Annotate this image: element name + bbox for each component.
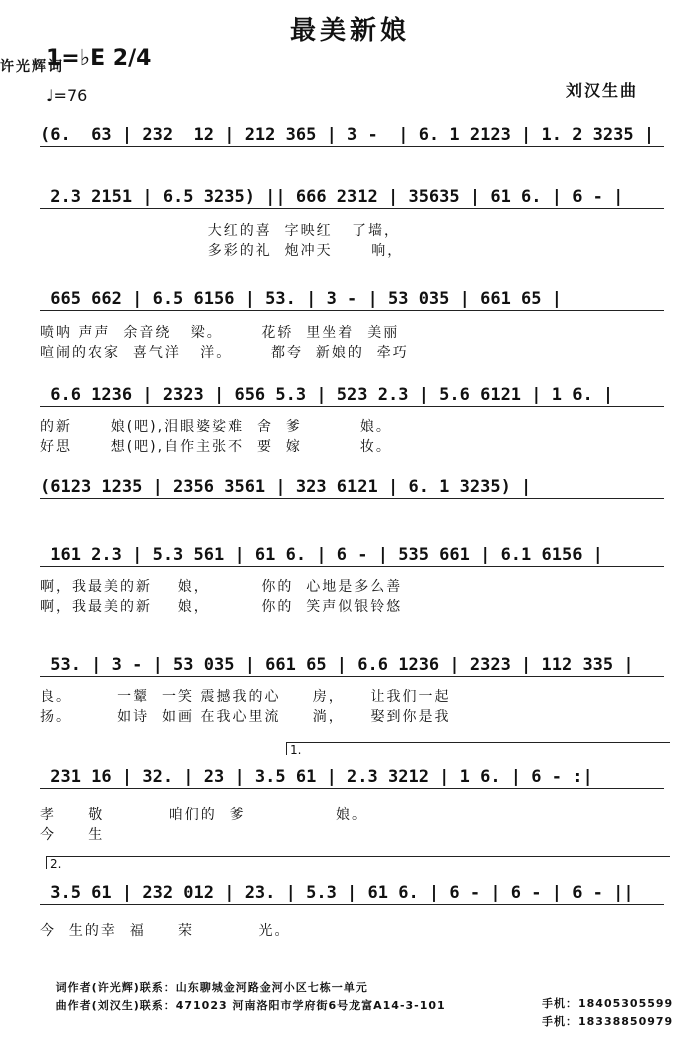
lyricist-contact-phone: 手机：18405305599 bbox=[542, 997, 674, 1010]
lyrics-verse-2: 好思 想(吧),自作主张不 要 嫁 妆。 bbox=[40, 439, 392, 455]
lyricist-credit: 许光辉词 bbox=[0, 59, 64, 75]
notation-line: 665 662 | 6.5 6156 | 53. | 3 - | 53 035 | 661 65 | bbox=[40, 288, 664, 311]
notation-line: 161 2.3 | 5.3 561 | 61 6. | 6 - | 535 661 | 6.1 6156 | bbox=[40, 544, 664, 567]
composer-contact-address: 曲作者(刘汉生)联系：471023 河南洛阳市学府街6号龙富A14-3-101 bbox=[55, 999, 446, 1012]
composer-credit: 刘汉生曲 bbox=[566, 81, 639, 100]
volta-2-bracket: 2. bbox=[46, 856, 670, 869]
tempo-marking: ♩=76 bbox=[46, 86, 88, 105]
lyrics-verse-1: 今 生的幸 福 荣 光。 bbox=[40, 923, 291, 939]
lyrics-verse-2: 多彩的礼 炮冲天 响， bbox=[40, 243, 404, 259]
volta-1-bracket: 1. bbox=[286, 742, 670, 755]
lyrics-verse-1: 喷呐 声声 余音绕 梁。 花轿 里坐着 美丽 bbox=[40, 325, 400, 341]
lyrics-verse-2: 喧闹的农家 喜气洋 洋。 都夸 新娘的 牵巧 bbox=[40, 345, 409, 361]
lyrics-verse-1: 大红的喜 字映红 了墙， bbox=[40, 223, 400, 239]
notation-line: 53. | 3 - | 53 035 | 661 65 | 6.6 1236 | 2323 | 112 335 | bbox=[40, 654, 664, 677]
notation-line: 2.3 2151 | 6.5 3235) || 666 2312 | 35635 | 61 6. | 6 - | bbox=[40, 186, 664, 209]
composer-contact-phone: 手机：18338850979 bbox=[542, 1015, 674, 1028]
notation-line: 6.6 1236 | 2323 | 656 5.3 | 523 2.3 | 5.6 6121 | 1 6. | bbox=[40, 384, 664, 407]
lyrics-verse-2: 今 生 bbox=[40, 827, 105, 843]
notation-line: 3.5 61 | 232 012 | 23. | 5.3 | 61 6. | 6 - | 6 - | 6 - || bbox=[40, 882, 664, 905]
lyrics-verse-1: 良。 一颦 一笑 震撼我的心 房， 让我们一起 bbox=[40, 689, 451, 705]
lyrics-verse-1: 啊，我最美的新 娘， 你的 心地是多么善 bbox=[40, 579, 403, 595]
lyricist-contact-address: 词作者(许光辉)联系：山东聊城金河路金河小区七栋一单元 bbox=[55, 981, 368, 994]
lyrics-verse-2: 啊，我最美的新 娘， 你的 笑声似银铃悠 bbox=[40, 599, 403, 615]
notation-line: (6. 63 | 232 12 | 212 365 | 3 - | 6. 1 2123 | 1. 2 3235 | bbox=[40, 124, 664, 147]
lyrics-verse-1: 孝 敬 咱们的 爹 娘。 bbox=[40, 807, 368, 823]
lyrics-verse-2: 扬。 如诗 如画 在我心里流 淌， 娶到你是我 bbox=[40, 709, 451, 725]
song-title: 最美新娘 bbox=[289, 16, 410, 46]
notation-line: (6123 1235 | 2356 3561 | 323 6121 | 6. 1 3235) | bbox=[40, 476, 664, 499]
notation-line: 231 16 | 32. | 23 | 3.5 61 | 2.3 3212 | 1 6. | 6 - :| bbox=[40, 766, 664, 789]
lyrics-verse-1: 的新 娘(吧),泪眼婆娑难 舍 爹 娘。 bbox=[40, 419, 392, 435]
key-signature: 1=♭E 2/4 bbox=[46, 46, 152, 71]
composer-contact bbox=[46, 984, 674, 1026]
